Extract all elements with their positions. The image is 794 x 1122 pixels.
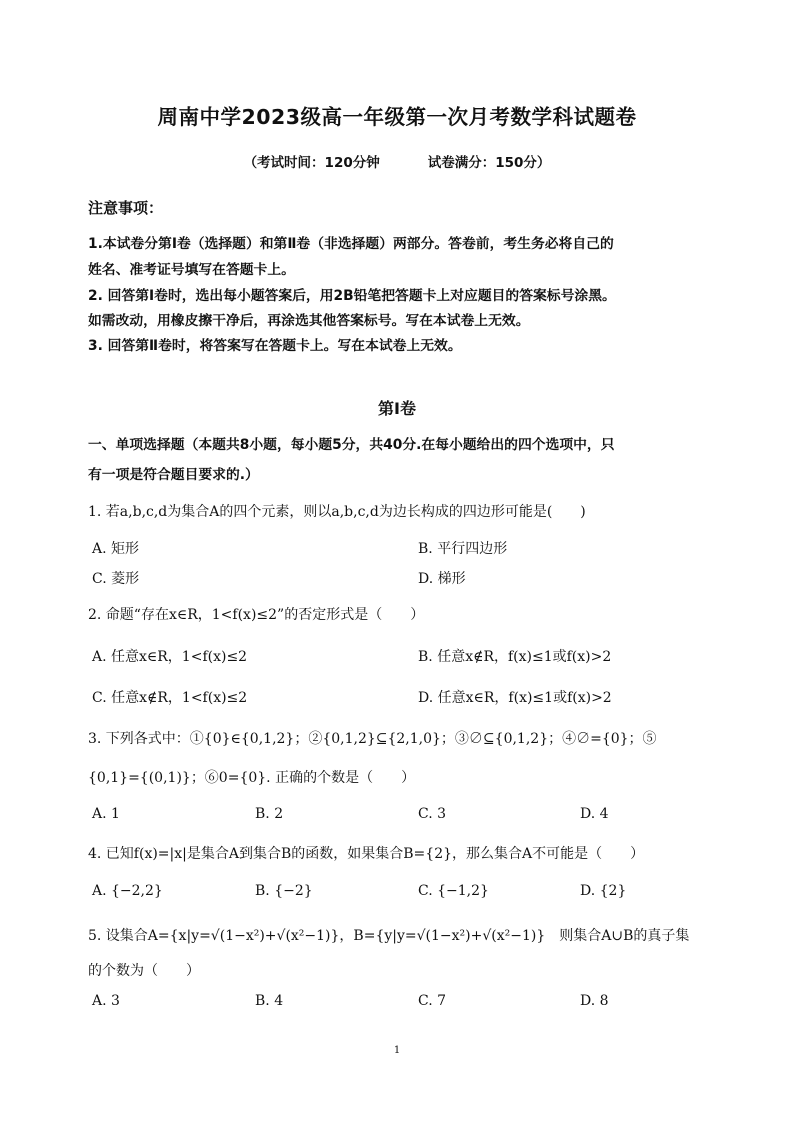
question-1-option-b: B. 平行四边形 xyxy=(418,541,508,557)
question-1-option-a: A. 矩形 xyxy=(92,541,140,557)
page-title: 周南中学2023级高一年级第一次月考数学科试题卷 xyxy=(157,105,637,129)
question-4-option-b: B. {−2} xyxy=(255,883,313,899)
part-heading-line: 有一项是符合题目要求的.） xyxy=(88,467,259,483)
exam-time: （考试时间：120分钟 xyxy=(243,155,380,171)
question-5-option-a: A. 3 xyxy=(92,993,120,1009)
notice-line: 姓名、准考证号填写在答题卡上。 xyxy=(88,262,295,278)
notice-line: 2. 回答第Ⅰ卷时，选出每小题答案后，用2B铅笔把答题卡上对应题目的答案标号涂黑。 xyxy=(88,288,616,304)
notice-heading: 注意事项： xyxy=(88,199,164,217)
question-2-option-b: B. 任意x∉R，f(x)≤1或f(x)>2 xyxy=(418,649,612,665)
question-2-option-d: D. 任意x∈R，f(x)≤1或f(x)>2 xyxy=(418,690,612,706)
question-3-option-a: A. 1 xyxy=(92,806,120,822)
part-heading-line: 一、单项选择题（本题共8小题，每小题5分，共40分.在每小题给出的四个选项中，只 xyxy=(88,437,615,453)
page-number: 1 xyxy=(393,1045,401,1056)
question-4-option-a: A. {−2,2} xyxy=(92,883,163,899)
notice-line: 3. 回答第Ⅱ卷时，将答案写在答题卡上。写在本试卷上无效。 xyxy=(88,338,462,354)
question-5-stem-cont: 的个数为（ ） xyxy=(88,963,200,979)
question-4-option-d: D. {2} xyxy=(580,883,627,899)
question-5-option-c: C. 7 xyxy=(418,993,447,1009)
question-3-option-c: C. 3 xyxy=(418,806,447,822)
notice-line: 如需改动，用橡皮擦干净后，再涂选其他答案标号。写在本试卷上无效。 xyxy=(88,313,530,329)
question-5-option-b: B. 4 xyxy=(255,993,284,1009)
question-5-stem: 5. 设集合A={x|y=√(1−x²)+√(x²−1)}，B={y|y=√(1−x²)+√(x²−1)} 则集合A∪B的真子集 xyxy=(88,928,690,944)
exam-info xyxy=(0,151,794,171)
question-1-option-c: C. 菱形 xyxy=(92,571,140,587)
question-3-stem: 3. 下列各式中：①{0}∈{0,1,2}；②{0,1,2}⊆{2,1,0}；③∅⊆{0,1,2}；④∅={0}；⑤ xyxy=(88,731,657,747)
question-1-option-d: D. 梯形 xyxy=(418,571,466,587)
question-3-option-d: D. 4 xyxy=(580,806,609,822)
question-5-option-d: D. 8 xyxy=(580,993,609,1009)
question-2-option-c: C. 任意x∉R，1<f(x)≤2 xyxy=(92,690,248,706)
question-2-stem: 2. 命题“存在x∈R，1<f(x)≤2”的否定形式是（ ） xyxy=(88,607,425,623)
question-3-stem-cont: {0,1}={(0,1)}；⑥0={0}. 正确的个数是（ ） xyxy=(88,770,416,786)
exam-full-score: 试卷满分：150分） xyxy=(427,155,551,171)
question-4-option-c: C. {−1,2} xyxy=(418,883,489,899)
notice-line: 1.本试卷分第Ⅰ卷（选择题）和第Ⅱ卷（非选择题）两部分。答卷前，考生务必将自己的 xyxy=(88,236,614,252)
question-2-option-a: A. 任意x∈R，1<f(x)≤2 xyxy=(92,649,248,665)
question-4-stem: 4. 已知f(x)=|x|是集合A到集合B的函数，如果集合B={2}，那么集合A不可能是（ ） xyxy=(88,846,645,862)
section-title: 第Ⅰ卷 xyxy=(378,399,416,418)
question-1-stem: 1. 若a,b,c,d为集合A的四个元素，则以a,b,c,d为边长构成的四边形可能是( ) xyxy=(88,504,586,520)
question-3-option-b: B. 2 xyxy=(255,806,284,822)
